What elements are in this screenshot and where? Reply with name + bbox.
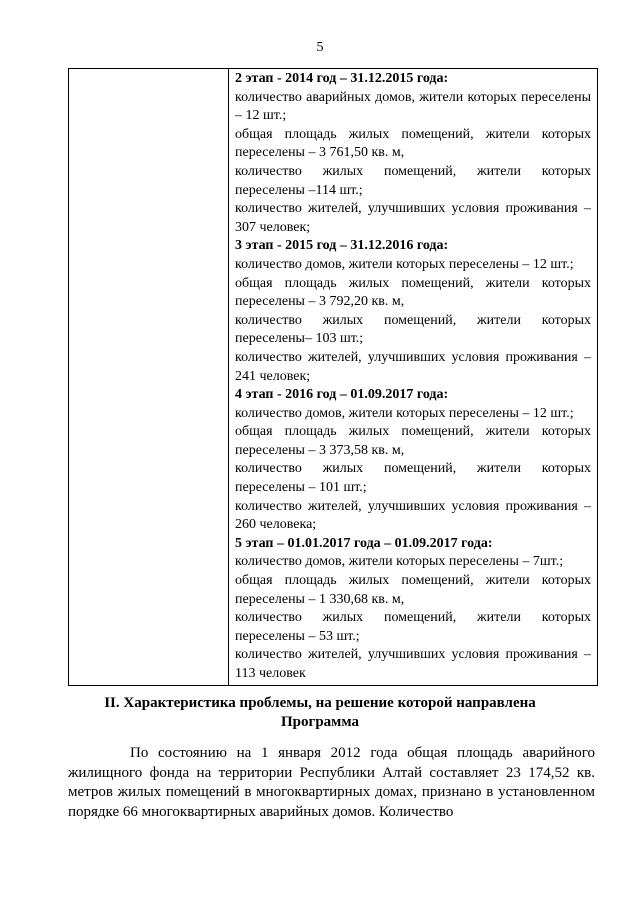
- stage-item: общая площадь жилых помещений, жители которых переселены – 3 373,58 кв. м,: [235, 424, 591, 458]
- program-stages-table: [68, 68, 598, 686]
- body-paragraph: По состоянию на 1 января 2012 года общая площадь аварийного жилищного фонда на территории Республики Алтай составляет 23 174,52 кв. метров жилых помещений в многоквартирных домах, признано в установленном порядке 66 многоквартирных аварийных домов. Количество: [68, 745, 595, 820]
- table-row: [69, 69, 598, 686]
- stage-item: количество жителей, улучшивших условия проживания –113 человек: [235, 647, 591, 681]
- stage-item: количество жилых помещений, жители которых переселены – 101 шт.;: [235, 461, 591, 496]
- stage-item: количество домов, жители которых переселены – 12 шт.;: [235, 405, 574, 421]
- stage-item: количество домов, жители которых переселены – 12 шт.;: [235, 256, 574, 272]
- section-heading-line: II. Характеристика проблемы, на решение которой направлена: [104, 695, 536, 711]
- stage-item: количество жителей, улучшивших условия проживания –241 человек;: [235, 349, 591, 384]
- table-cell-stages: [229, 69, 598, 686]
- stage-item: количество домов, жители которых переселены – 7шт.;: [235, 554, 564, 570]
- stage-block: [235, 535, 591, 684]
- section-heading: [90, 694, 550, 732]
- stage-heading: 3 этап - 2015 год – 31.12.2016 года:: [235, 238, 449, 254]
- table-cell-empty: [69, 69, 229, 686]
- stage-block: [235, 70, 591, 237]
- stage-heading: 5 этап – 01.01.2017 года – 01.09.2017 года:: [235, 535, 493, 551]
- stage-block: [235, 386, 591, 535]
- stage-item: количество жилых помещений, жители которых переселены– 103 шт.;: [235, 312, 591, 347]
- stage-block: [235, 237, 591, 386]
- stages-list: [229, 69, 597, 685]
- page-number: 5: [316, 40, 324, 55]
- stage-item: общая площадь жилых помещений, жители которых переселены – 1 330,68 кв. м,: [235, 573, 591, 607]
- section-heading-line: Программа: [281, 714, 359, 730]
- stage-heading: 2 этап - 2014 год – 31.12.2015 года:: [235, 71, 449, 86]
- stage-item: количество жителей, улучшивших условия проживания – 307 человек;: [235, 201, 591, 235]
- stage-heading: 4 этап - 2016 год – 01.09.2017 года:: [235, 387, 449, 403]
- stage-item: количество аварийных домов, жители которых переселены – 12 шт.;: [235, 89, 591, 124]
- stage-item: общая площадь жилых помещений, жители которых переселены – 3 792,20 кв. м,: [235, 275, 591, 310]
- stage-item: количество жилых помещений, жители которых переселены – 53 шт.;: [235, 610, 591, 644]
- stage-item: общая площадь жилых помещений, жители которых переселены – 3 761,50 кв. м,: [235, 126, 591, 161]
- stage-item: количество жителей, улучшивших условия проживания –260 человека;: [235, 498, 591, 533]
- stage-item: количество жилых помещений, жители которых переселены –114 шт.;: [235, 163, 591, 198]
